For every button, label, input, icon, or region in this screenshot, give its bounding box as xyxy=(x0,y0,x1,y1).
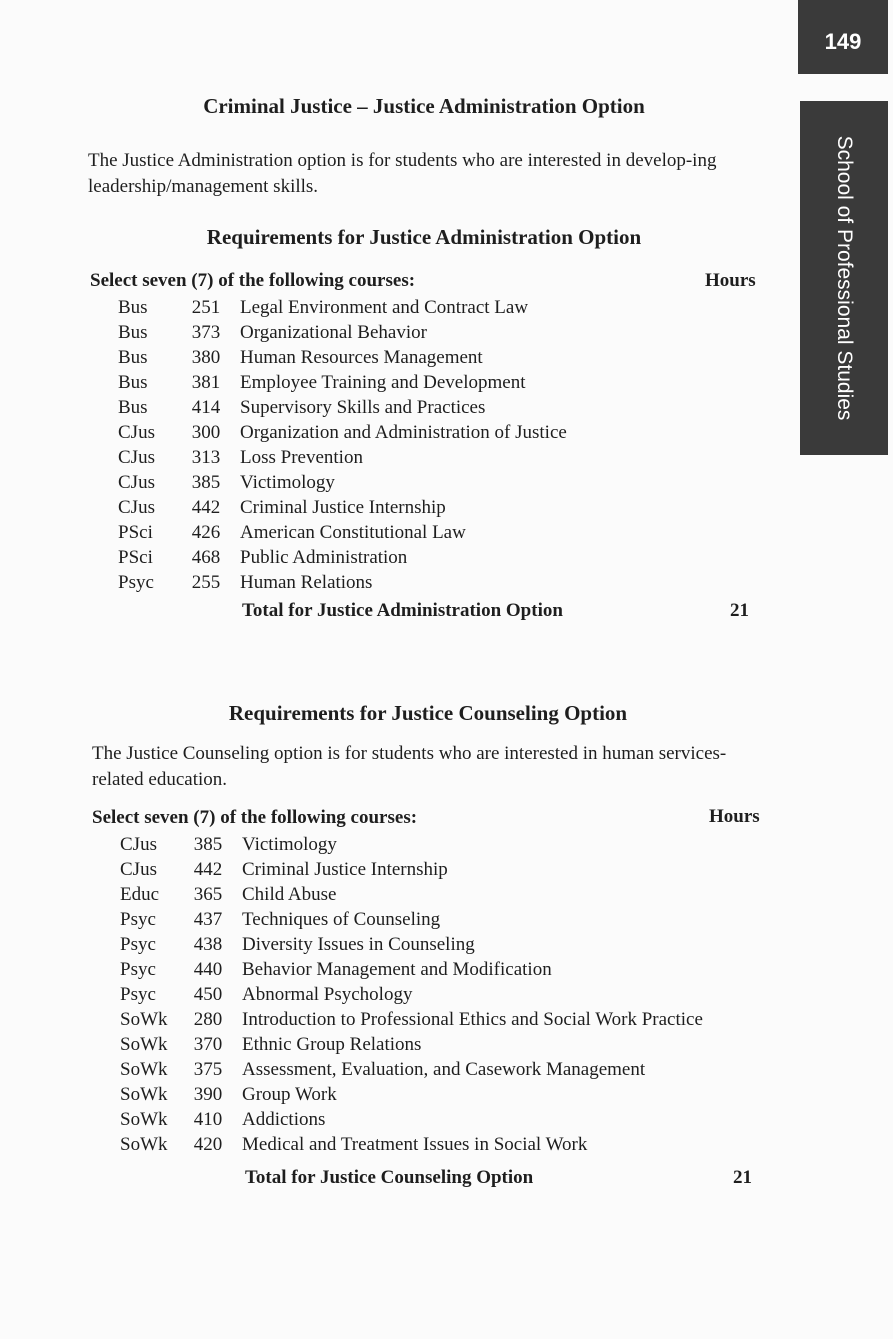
justice-admin-total-label: Total for Justice Administration Option xyxy=(242,600,563,621)
course-dept: CJus xyxy=(118,447,155,468)
justice-counseling-intro: The Justice Counseling option is for students who are interested in human services-related education. xyxy=(92,743,727,790)
course-number: 442 xyxy=(191,497,221,518)
course-dept: Psyc xyxy=(118,572,154,593)
course-name: Public Administration xyxy=(240,547,408,568)
course-number: 468 xyxy=(191,547,221,568)
course-name: Diversity Issues in Counseling xyxy=(242,934,475,955)
justice-counseling-requirements-heading: Requirements for Justice Counseling Option xyxy=(228,701,628,725)
course-number: 300 xyxy=(191,422,221,443)
course-name: Loss Prevention xyxy=(240,447,363,468)
course-name: Ethnic Group Relations xyxy=(242,1034,422,1055)
course-name: Victimology xyxy=(242,834,337,855)
course-dept: PSci xyxy=(118,522,153,543)
course-name: Employee Training and Development xyxy=(240,372,526,393)
course-dept: CJus xyxy=(118,497,155,518)
page-number-tab xyxy=(798,0,888,74)
course-name: Medical and Treatment Issues in Social Work xyxy=(242,1134,588,1155)
course-name: Assessment, Evaluation, and Casework Management xyxy=(242,1059,646,1080)
page-title: Criminal Justice – Justice Administration Option xyxy=(203,94,645,118)
course-dept: Educ xyxy=(120,884,160,905)
course-dept: Psyc xyxy=(120,984,156,1005)
justice-counseling-total-label: Total for Justice Counseling Option xyxy=(245,1167,534,1188)
course-number: 251 xyxy=(191,297,221,318)
course-number: 437 xyxy=(193,909,223,930)
course-name: Human Relations xyxy=(240,572,373,593)
course-number: 373 xyxy=(191,322,221,343)
course-dept: SoWk xyxy=(120,1009,168,1030)
course-number: 385 xyxy=(193,834,223,855)
course-dept: SoWk xyxy=(120,1034,168,1055)
course-number: 385 xyxy=(191,472,221,493)
course-name: Victimology xyxy=(240,472,335,493)
course-number: 420 xyxy=(193,1134,223,1155)
justice-counseling-hours-header: Hours xyxy=(709,806,760,827)
course-number: 438 xyxy=(193,934,223,955)
course-dept: Bus xyxy=(118,297,148,318)
course-name: Addictions xyxy=(242,1109,326,1130)
course-dept: CJus xyxy=(118,472,155,493)
course-name: Legal Environment and Contract Law xyxy=(240,297,529,318)
course-name: Group Work xyxy=(242,1084,337,1105)
course-name: American Constitutional Law xyxy=(240,522,466,543)
course-number: 313 xyxy=(191,447,221,468)
course-dept: SoWk xyxy=(120,1134,168,1155)
course-number: 381 xyxy=(191,372,221,393)
course-name: Techniques of Counseling xyxy=(242,909,441,930)
course-dept: PSci xyxy=(118,547,153,568)
page-number: 149 xyxy=(824,29,862,54)
course-number: 410 xyxy=(193,1109,223,1130)
course-dept: Psyc xyxy=(120,934,156,955)
course-name: Organizational Behavior xyxy=(240,322,427,343)
course-number: 442 xyxy=(193,859,223,880)
course-number: 280 xyxy=(193,1009,223,1030)
course-name: Introduction to Professional Ethics and Social Work Practice xyxy=(242,1009,703,1030)
course-number: 375 xyxy=(193,1059,223,1080)
course-number: 365 xyxy=(193,884,223,905)
justice-admin-select-label: Select seven (7) of the following courses: xyxy=(90,270,416,291)
course-name: Behavior Management and Modification xyxy=(242,959,552,980)
course-number: 426 xyxy=(191,522,221,543)
course-dept: Bus xyxy=(118,372,148,393)
justice-counseling-total-hours: 21 xyxy=(733,1167,752,1188)
course-dept: Psyc xyxy=(120,909,156,930)
course-name: Criminal Justice Internship xyxy=(242,859,448,880)
justice-counseling-select-label: Select seven (7) of the following courses: xyxy=(92,807,418,828)
course-dept: SoWk xyxy=(120,1059,168,1080)
course-dept: Bus xyxy=(118,397,148,418)
course-dept: Bus xyxy=(118,347,148,368)
course-dept: SoWk xyxy=(120,1109,168,1130)
course-dept: CJus xyxy=(120,859,157,880)
course-name: Organization and Administration of Justice xyxy=(240,422,567,443)
justice-admin-intro: The Justice Administration option is for students who are interested in develop-ing leadership/management skills. xyxy=(88,150,717,197)
course-name: Supervisory Skills and Practices xyxy=(240,397,486,418)
course-number: 440 xyxy=(193,959,223,980)
course-number: 450 xyxy=(193,984,223,1005)
course-number: 255 xyxy=(191,572,221,593)
course-number: 390 xyxy=(193,1084,223,1105)
course-dept: SoWk xyxy=(120,1084,168,1105)
course-name: Child Abuse xyxy=(242,884,337,905)
side-tab-label: School of Professional Studies xyxy=(833,135,856,421)
justice-admin-total-hours: 21 xyxy=(730,600,749,621)
section-side-tab xyxy=(800,101,888,455)
course-name: Abnormal Psychology xyxy=(242,984,413,1005)
course-name: Human Resources Management xyxy=(240,347,483,368)
course-number: 370 xyxy=(193,1034,223,1055)
course-dept: Psyc xyxy=(120,959,156,980)
course-dept: CJus xyxy=(120,834,157,855)
course-dept: CJus xyxy=(118,422,155,443)
justice-admin-hours-header: Hours xyxy=(705,270,756,291)
course-number: 414 xyxy=(191,397,221,418)
course-number: 380 xyxy=(191,347,221,368)
course-dept: Bus xyxy=(118,322,148,343)
course-name: Criminal Justice Internship xyxy=(240,497,446,518)
justice-admin-requirements-heading: Requirements for Justice Administration Option xyxy=(206,225,642,249)
